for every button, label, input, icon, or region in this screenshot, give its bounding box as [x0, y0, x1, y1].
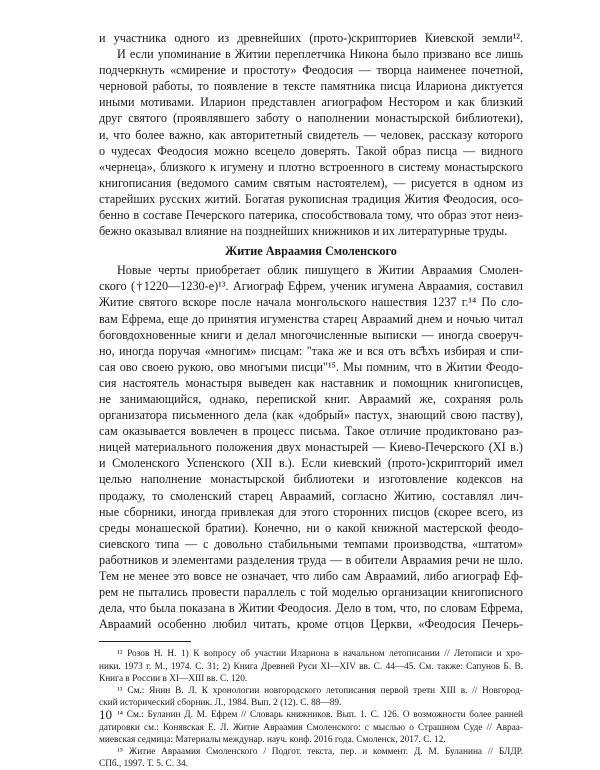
page-content: [99, 30, 523, 770]
text-line: и Смоленского Успенского (XII в.). Если киевский (прото-)скрипторий имел: [99, 456, 523, 471]
text-line: ные сборники, иногда привлекая для этого сторонних писцов (скорее всего, из: [99, 504, 523, 519]
text-line: Тем не менее это вовсе не означает, что либо сам Авраамий, либо агиограф Еф-: [99, 569, 523, 583]
text-line: но, иногда поручая «многим» писцам: "така же и вся отъ вс҄ѣхъ избирая и спи-: [99, 343, 523, 358]
section-heading: Житие Авраамия Смоленского: [225, 244, 397, 259]
text-line: о чудесах Феодосия можно всецело доверять. Такой образ писца — видного: [99, 143, 523, 158]
text-line: черновой работы, то появление в тексте памятника писца Илариона диктуется: [99, 79, 523, 94]
text-line: ницей материального положения двух монастырей — Киево-Печерского (XI в.): [99, 440, 523, 455]
text-line: подчеркнуть «смирение и простоту» Феодосия — творца наименее почетной,: [99, 63, 523, 78]
text-line: продажу, то смоленский старец Авраамий, согласно Житию, составлял лич-: [99, 488, 523, 503]
footnote-line: ники. 1973 г. М., 1974. С. 31; 2) Книга Древней Руси XI—XIV вв. С. 44—45. См. также: Сапунов Б. В.: [99, 661, 523, 672]
text-line: Житие святого вскоре после начала монгольского нашествия 1237 г.¹⁴ По сло-: [99, 295, 523, 310]
footnote-line: датировки см.: Конявская Е. Л. Житие Авраамия Смоленского: с мыслью о Страшном Суде // Авраа-: [99, 722, 523, 733]
footnote-line: Книга в России в XI—XIII вв. С. 120.: [99, 673, 248, 684]
text-line: и, что более важно, как авторитетный свидетель — человек, рассказу которого: [99, 127, 523, 142]
text-line: И если упоминание в Житии переплетчика Никона было призвано все лишь: [117, 47, 523, 62]
text-line: и участника одного из древнейших (прото-)скрипториев Киевской земли¹².: [99, 31, 523, 45]
text-line: не занимающийся, однако, перепиской книг. Авраамий же, сохраняя роль: [99, 391, 523, 406]
footnote-line: ский исторический сборник. Л., 1984. Вып. 2 (12). С. 88—89.: [99, 698, 342, 709]
text-line: вам Ефрема, еще до принятия игуменства старец Авраамий днем и ночью читал: [99, 311, 523, 326]
footnote-line: ¹³ См.: Янин В. Л. К хронологии новгородского летописания первой трети XIII в. // Новгород-: [117, 685, 523, 696]
paragraph-1: [99, 30, 523, 239]
text-line: организатора письменного дела (как «добрый» пастух, знающий свою паству),: [99, 408, 523, 423]
text-line: боговдохновенные книги и делал многочисленные выписки — иногда своеруч-: [99, 327, 523, 342]
text-line: Новые черты приобретает облик пишущего в Житии Авраамия Смолен-: [117, 263, 523, 278]
footnote-line: СПб., 1997. Т. 5. С. 34.: [99, 759, 189, 770]
text-line: рем не пытались провести параллель с той моделью организации книгописного: [99, 585, 523, 600]
text-line: книгописания (ведомого самим святым настоятелем), — рисуется в одном из: [99, 175, 523, 190]
text-line: ского (†1220—1230-е)¹³. Агиограф Ефрем, ученик игумена Авраамия, составил: [99, 279, 523, 294]
text-line: друг святого (проявлявшего заботу о наполнении монастырской библиотеки),: [99, 111, 523, 126]
text-line: среды монашеской братии). Конечно, ни о какой книжной мастерской феодо-: [99, 520, 523, 535]
footnote-line: миевская седмица: Материалы междунар. науч. конф. 2016 года. Смоленск, 2017. С. 12.: [99, 734, 446, 745]
text-line: старейших русских житий. Богатая рукописная традиция Жития Феодосия, осо-: [99, 191, 523, 206]
page-number: 10: [99, 707, 112, 722]
text-line: иными мотивами. Иларион представлен агиографом Нестором и как близкий: [99, 95, 523, 110]
text-line: Авраамий особенно любил читать, кроме отцов Церкви, «Феодосия Печерь-: [99, 617, 523, 632]
footnote-line: ¹⁴ См.: Буланин Д. М. Ефрем // Словарь книжников. Вып. 1. С. 126. О возможности более ранней: [117, 710, 523, 721]
text-line: сиевского типа — с довольно стабильными темпами производства, «штатом»: [99, 536, 523, 551]
paragraph-2: [99, 262, 523, 632]
text-line: целью наполнение монастырской библиотеки и изготовление кодексов на: [99, 472, 523, 487]
footnote-line: ¹⁵ Житие Авраамия Смоленского / Подгот. текста, пер. и коммент. Д. М. Буланина // БЛДР.: [117, 746, 523, 757]
text-line: сам оказывается вовлечен в процесс письма. Такое отличие продиктовано раз-: [99, 424, 523, 439]
footnote-divider: [99, 641, 191, 642]
text-line: работников и элементами разделения труда — в обители Авраамия речи не шло.: [99, 552, 523, 567]
text-line: дела, что была показана в Житии Феодосия. Дело в том, что, по словам Ефрема,: [99, 601, 523, 616]
text-line: сия настоятель монастыря выведен как наставник и помощник книгописцев,: [99, 375, 523, 390]
footnotes: [99, 648, 523, 770]
text-line: бенно в составе Печерского патерика, способствовала тому, что образ этот неиз-: [99, 208, 523, 223]
footnote-line: ¹² Розов Н. Н. 1) К вопросу об участии Илариона в начальном летописании // Летописи и хро-: [117, 649, 523, 660]
text-line: бежно оказывал влияние на позднейших книжников и их литературные труды.: [99, 224, 508, 239]
text-line: «чернеца», близкого к игумену и плотно встроенного в систему монастырского: [99, 159, 523, 174]
text-line: сая ово своею рукою, ово многыми писци"¹⁵. Мы помним, что в Житии Феодо-: [99, 359, 523, 374]
